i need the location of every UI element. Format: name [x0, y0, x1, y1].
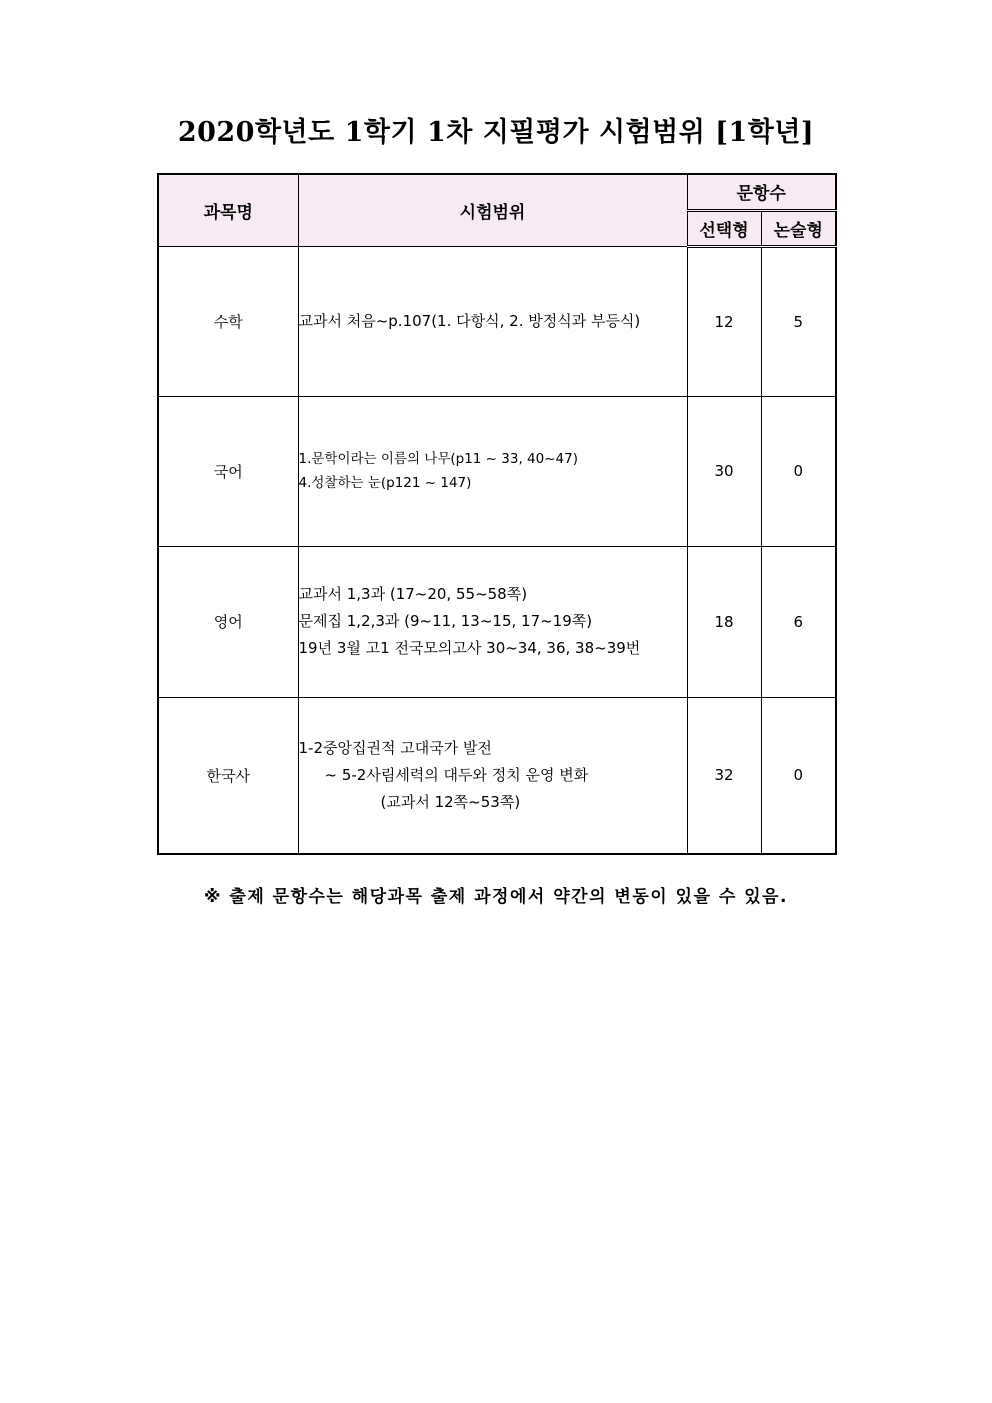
range-line: 1-2중앙집권적 고대국가 발전 — [298, 738, 492, 757]
table-row — [158, 246, 836, 396]
subject-cell: 국어 — [158, 396, 298, 546]
table-row — [158, 546, 836, 697]
footnote: ※ 출제 문항수는 해당과목 출제 과정에서 약간의 변동이 있을 수 있음. — [203, 887, 789, 907]
essay-count-cell: 0 — [761, 396, 836, 546]
subject-cell: 한국사 — [158, 697, 298, 854]
range-line: 1.문학이라는 이름의 나무(p11 ~ 33, 40~47) — [298, 451, 578, 467]
range-line: 문제집 1,2,3과 (9~11, 13~15, 17~19쪽) — [298, 612, 593, 630]
essay-count-cell: 6 — [761, 546, 836, 697]
page-title: 2020학년도 1학기 1차 지필평가 시험범위 [1학년] — [177, 117, 815, 148]
subject-cell: 영어 — [158, 546, 298, 697]
range-cell — [298, 396, 687, 546]
choice-count-cell: 12 — [687, 246, 761, 396]
table-row — [158, 697, 836, 854]
range-cell — [298, 697, 687, 854]
header-subject: 과목명 — [158, 174, 298, 246]
range-line: ~ 5-2사림세력의 대두와 정치 운영 변화 — [324, 765, 589, 784]
range-cell — [298, 546, 687, 697]
range-line: (교과서 12쪽~53쪽) — [380, 792, 521, 811]
essay-count-cell: 5 — [761, 246, 836, 396]
essay-count-cell: 0 — [761, 697, 836, 854]
range-line: 교과서 1,3과 (17~20, 55~58쪽) — [298, 585, 528, 603]
subject-cell: 수학 — [158, 246, 298, 396]
header-essay: 논술형 — [761, 210, 836, 246]
table-row — [158, 396, 836, 546]
range-line: 교과서 처음~p.107(1. 다항식, 2. 방정식과 부등식) — [298, 311, 641, 330]
header-range: 시험범위 — [298, 174, 687, 246]
choice-count-cell: 30 — [687, 396, 761, 546]
header-count: 문항수 — [687, 174, 836, 210]
range-line: 4.성찰하는 눈(p121 ~ 147) — [298, 475, 472, 491]
choice-count-cell: 18 — [687, 546, 761, 697]
exam-range-table — [157, 173, 837, 855]
choice-count-cell: 32 — [687, 697, 761, 854]
header-choice: 선택형 — [687, 210, 761, 246]
range-line: 19년 3월 고1 전국모의고사 30~34, 36, 38~39번 — [298, 639, 641, 657]
range-cell — [298, 246, 687, 396]
